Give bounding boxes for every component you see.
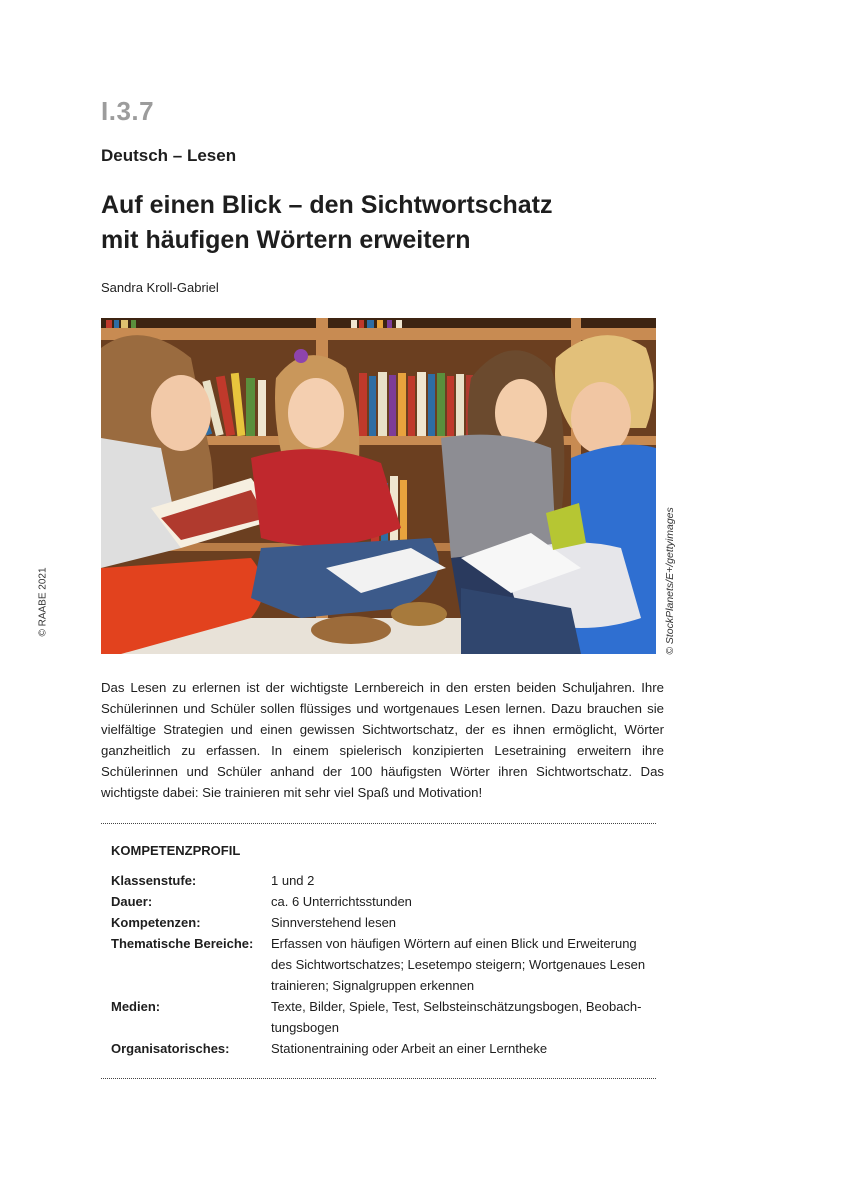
title-line-2: mit häufigen Wörtern erweitern xyxy=(101,226,471,254)
page-title xyxy=(101,188,661,258)
profile-label-klassenstufe: Klassenstufe: xyxy=(111,873,197,888)
profile-value-klassenstufe: 1 und 2 xyxy=(271,873,315,888)
competence-profile-title: KOMPETENZPROFIL xyxy=(111,843,241,858)
dotted-divider-bottom xyxy=(101,1078,656,1079)
photo-credit-text: © StockPlanets/E+/gettyimages xyxy=(664,507,676,655)
profile-value-kompetenzen: Sinnverstehend lesen xyxy=(271,915,397,930)
profile-label-dauer: Dauer: xyxy=(111,894,153,909)
profile-value-organisatorisches: Stationentraining oder Arbeit an einer Lerntheke xyxy=(271,1041,548,1056)
profile-value-dauer: ca. 6 Unterrichtsstunden xyxy=(271,894,412,909)
section-number: I.3.7 xyxy=(101,96,155,126)
profile-label-thematische-bereiche: Thematische Bereiche: xyxy=(111,936,254,951)
photo-illustration xyxy=(101,318,656,654)
profile-label-organisatorisches: Organisatorisches: xyxy=(111,1041,230,1056)
intro-paragraph: Das Lesen zu erlernen ist der wichtigste Lernbereich in den ersten beiden Schuljahren. Ihre Schülerinnen und Schüler sollen flüssiges und wortgenaues Lesen lernen. Dazu brauchen sie vielfältige Strategien und einen gewissen Sichtwortschatz, der es ihnen ermöglicht, Wörter ganzheitlich zu erfassen. In einem spielerisch konzipierten Lesetraining erweitern ihre Schülerinnen und Schüler anhand der 100 häufigsten Wörter ihren Sichtwortschatz. Das wichtigste dabei: Sie trainieren mit sehr viel Spaß und Motivation! xyxy=(101,680,664,800)
profile-label-medien: Medien: xyxy=(111,999,161,1014)
photo-credit-vertical xyxy=(656,505,684,657)
cover-photo-children-reading xyxy=(101,318,656,654)
profile-value-thematische-bereiche: Erfassen von häufigen Wörtern auf einen Blick und Erweiterung des Sichtwortschatzes; Lesetempo steigern; Wortgenaues Lesen trainieren; Signalgruppen erkennen xyxy=(271,936,646,993)
profile-label-kompetenzen: Kompetenzen: xyxy=(111,915,201,930)
profile-value-medien: Texte, Bilder, Spiele, Test, Selbsteinschätzungsbogen, Beobachtungsbogen xyxy=(271,999,642,1035)
copyright-text: © RAABE 2021 xyxy=(37,567,49,637)
subject-heading: Deutsch – Lesen xyxy=(101,146,237,165)
title-line-1: Auf einen Blick – den Sichtwortschatz xyxy=(101,191,553,219)
dotted-divider-top xyxy=(101,823,656,824)
copyright-notice-vertical xyxy=(28,562,58,642)
author-name: Sandra Kroll-Gabriel xyxy=(101,280,219,295)
